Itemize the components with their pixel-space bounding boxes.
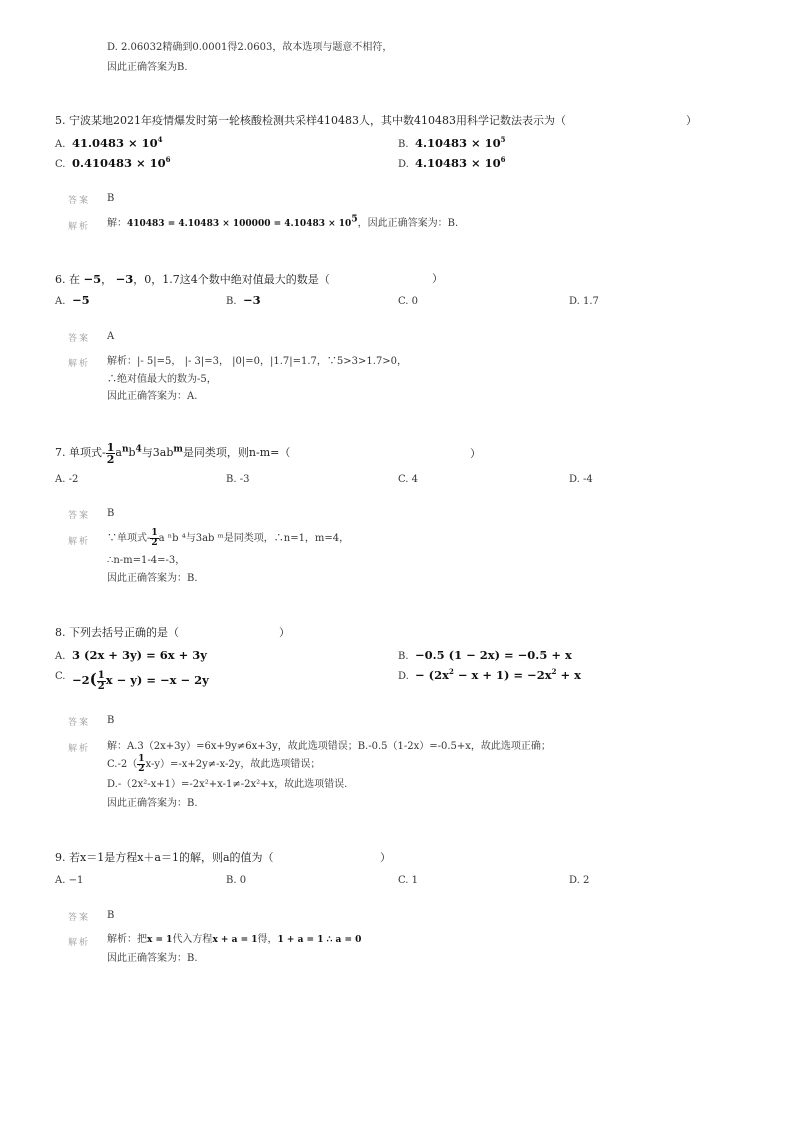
q5-option-a-label: A. bbox=[55, 139, 66, 150]
q8-option-c-label: C. bbox=[55, 671, 66, 682]
q5-option-d-label: D. bbox=[398, 159, 409, 170]
q6-option-a-label: A. bbox=[55, 296, 66, 307]
q6-answer: A bbox=[107, 331, 115, 342]
q7-solution-line-2: ∴n-m=1-4=-3， bbox=[107, 555, 186, 566]
q8-option-b-label: B. bbox=[398, 651, 409, 662]
q8-option-b[interactable]: −0.5 (1 − 2x) = −0.5 + x bbox=[415, 648, 572, 662]
q8-solution-line-2: C.-2（ $\frac{1}{2}$ x-y）=-x+2y≠-x-2y，故此选项错误； bbox=[107, 754, 321, 774]
q8-analysis-label: 解析 bbox=[68, 744, 91, 754]
q8-stem: 8. 下列去括号正确的是（ bbox=[55, 626, 179, 639]
q9-solution-line-2: 因此正确答案为：B. bbox=[107, 953, 198, 964]
q7-analysis-label: 解析 bbox=[68, 537, 91, 547]
q6-analysis-label: 解析 bbox=[68, 359, 91, 369]
q8-option-d[interactable]: − $(2x^2 - x + 1) = -2x^2 + x$ bbox=[415, 667, 581, 682]
q8-answer: B bbox=[107, 715, 115, 726]
q7-answer-label: 答案 bbox=[68, 511, 91, 521]
q5-answer-label: 答案 bbox=[68, 196, 91, 206]
q8-answer-label: 答案 bbox=[68, 718, 91, 728]
q7-solution-line-1: ∵单项式- $\frac{1}{2}$ a ⁿb ⁴与3ab ᵐ是同类项，∴n=1，m=4， bbox=[107, 528, 350, 548]
q6-option-b[interactable]: −3 bbox=[243, 293, 261, 307]
q7-option-d[interactable]: D. -4 bbox=[569, 474, 593, 485]
q8-option-a[interactable]: 3 (2x + 3y) = 6x + 3y bbox=[72, 648, 207, 662]
q8-option-a-label: A. bbox=[55, 651, 66, 662]
q5-option-d[interactable]: $4.10483 \times 10^6$ bbox=[415, 155, 506, 170]
q7-option-b[interactable]: B. -3 bbox=[226, 474, 250, 485]
q7-stem: 7. 单项式- $\frac{1}{2}$ $a^nb^4$与$3ab^m$是同类项，则n-m=（ bbox=[55, 440, 291, 466]
q6-solution-line-3: 因此正确答案为：A. bbox=[107, 391, 198, 402]
q6-solution-line-1: 解析：|- 5|=5， |- 3|=3， |0|=0，|1.7|=1.7，∵5>3>1.7>0， bbox=[107, 356, 408, 367]
q9-answer-label: 答案 bbox=[68, 913, 91, 923]
q9-solution-line-1: 解析：把x = 1代入方程x + a = 1得，1 + a = 1 ∴ a = 0 bbox=[107, 934, 362, 945]
q9-option-c[interactable]: C. 1 bbox=[398, 875, 419, 886]
q8-option-c[interactable]: −2( $\frac{1}{2}$ x − y) = −x − 2y bbox=[72, 669, 209, 692]
prev-option-d-line: D. 2.06032精确到0.0001得2.0603，故本选项与题意不相符， bbox=[107, 42, 393, 53]
q8-solution-line-4: 因此正确答案为：B. bbox=[107, 798, 198, 809]
q6-option-d[interactable]: D. 1.7 bbox=[569, 296, 599, 307]
q6-option-b-label: B. bbox=[226, 296, 237, 307]
q6-close-paren: ） bbox=[432, 272, 443, 285]
q5-option-c[interactable]: $0.410483 \times 10^6$ bbox=[72, 155, 171, 170]
q9-answer: B bbox=[107, 910, 115, 921]
q5-answer: B bbox=[107, 193, 115, 204]
q7-close-paren: ） bbox=[470, 447, 481, 460]
q6-stem: 6. 在 −5， −3，0，1.7这4个数中绝对值最大的数是（ bbox=[55, 272, 330, 286]
q8-close-paren: ） bbox=[279, 626, 290, 639]
q9-analysis-label: 解析 bbox=[68, 938, 91, 948]
q5-option-a[interactable]: $41.0483 \times 10^4$ bbox=[72, 135, 163, 150]
q9-option-b[interactable]: B. 0 bbox=[226, 875, 247, 886]
q6-answer-label: 答案 bbox=[68, 334, 91, 344]
q9-stem: 9. 若x＝1是方程x＋a＝1的解，则a的值为（ bbox=[55, 851, 274, 864]
q5-stem: 5. 宁波某地2021年疫情爆发时第一轮核酸检测共采样410483人，其中数410483用科学记数法表示为（ bbox=[55, 114, 566, 127]
q5-option-c-label: C. bbox=[55, 159, 66, 170]
q5-solution: 解：$410483 = 4.10483 \times 100000 = 4.10483 \times 10^5$，因此正确答案为：B. bbox=[107, 214, 459, 229]
q9-option-d[interactable]: D. 2 bbox=[569, 875, 590, 886]
q7-option-c[interactable]: C. 4 bbox=[398, 474, 419, 485]
q8-solution-line-1: 解：A.3（2x+3y）=6x+9y≠6x+3y，故此选项错误；B.-0.5（1-2x）=-0.5+x，故此选项正确； bbox=[107, 741, 551, 752]
q5-option-b-label: B. bbox=[398, 139, 409, 150]
q7-option-a[interactable]: A. -2 bbox=[55, 474, 79, 485]
q7-answer: B bbox=[107, 508, 115, 519]
q6-option-a[interactable]: −5 bbox=[72, 293, 90, 307]
q9-option-a[interactable]: A. −1 bbox=[55, 875, 84, 886]
q9-close-paren: ） bbox=[380, 851, 391, 864]
q6-solution-line-2: ∴绝对值最大的数为-5， bbox=[107, 374, 217, 385]
q5-analysis-label: 解析 bbox=[68, 222, 91, 232]
q8-solution-line-3: D.-（2x²-x+1）=-2x²+x-1≠-2x²+x，故此选项错误. bbox=[107, 779, 348, 790]
q7-solution-line-3: 因此正确答案为：B. bbox=[107, 573, 198, 584]
prev-conclusion: 因此正确答案为B. bbox=[107, 62, 188, 73]
q8-option-d-label: D. bbox=[398, 671, 409, 682]
q7-fraction: $\frac{1}{2}$ bbox=[106, 440, 115, 466]
q6-option-c[interactable]: C. 0 bbox=[398, 296, 419, 307]
q5-option-b[interactable]: $4.10483 \times 10^5$ bbox=[415, 135, 506, 150]
q5-close-paren: ） bbox=[686, 114, 697, 127]
